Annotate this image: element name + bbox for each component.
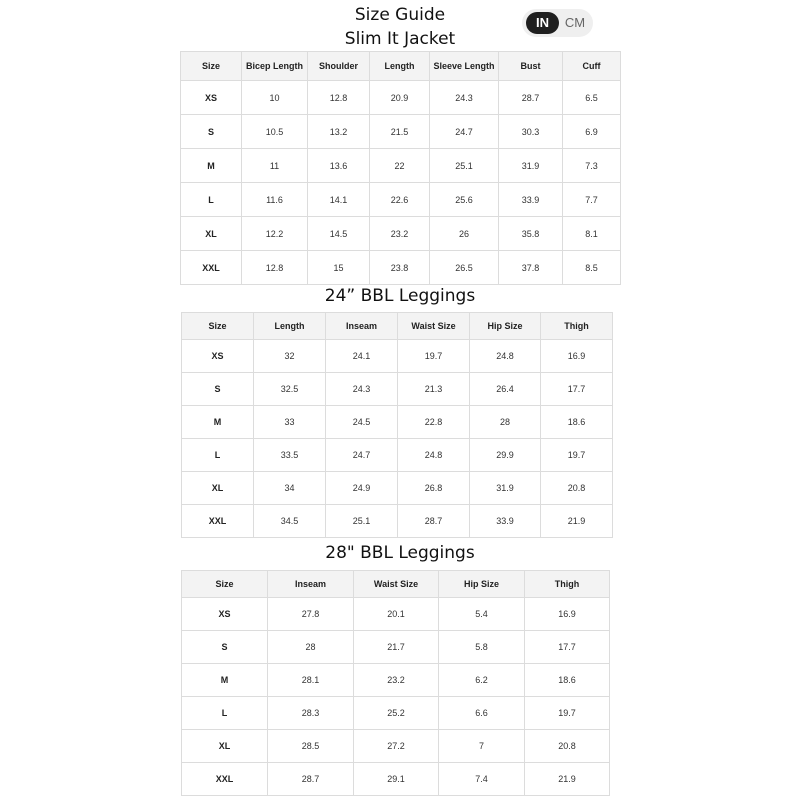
table-cell: 20.8: [541, 472, 613, 505]
size-cell: L: [182, 697, 268, 730]
table-cell: 8.1: [563, 217, 621, 251]
table-cell: 34.5: [254, 505, 326, 538]
size-cell: XL: [182, 730, 268, 763]
table-cell: 25.2: [354, 697, 439, 730]
table-cell: 16.9: [525, 598, 610, 631]
column-header: Hip Size: [470, 313, 541, 340]
size-cell: L: [182, 439, 254, 472]
table-row: [181, 81, 621, 115]
table-cell: 11: [242, 149, 308, 183]
size-cell: L: [181, 183, 242, 217]
table-cell: 33.9: [499, 183, 563, 217]
table-cell: 13.2: [308, 115, 370, 149]
table-cell: 24.7: [326, 439, 398, 472]
leggings-28-size-table: [181, 570, 610, 796]
table-cell: 30.3: [499, 115, 563, 149]
column-header: Sleeve Length: [430, 52, 499, 81]
table-cell: 13.6: [308, 149, 370, 183]
table-cell: 27.2: [354, 730, 439, 763]
table-cell: 28.1: [268, 664, 354, 697]
table-cell: 27.8: [268, 598, 354, 631]
page-title: Size Guide: [354, 5, 446, 25]
table-row: [182, 340, 613, 373]
column-header: Hip Size: [439, 571, 525, 598]
column-header: Waist Size: [398, 313, 470, 340]
jacket-size-table: [180, 51, 621, 285]
table-cell: 24.3: [326, 373, 398, 406]
table-cell: 21.9: [541, 505, 613, 538]
table-cell: 33.5: [254, 439, 326, 472]
table-row: [182, 373, 613, 406]
column-header: Bust: [499, 52, 563, 81]
table-cell: 24.5: [326, 406, 398, 439]
column-header: Waist Size: [354, 571, 439, 598]
column-header: Size: [181, 52, 242, 81]
table-cell: 19.7: [525, 697, 610, 730]
column-header: Length: [254, 313, 326, 340]
table-cell: 26.5: [430, 251, 499, 285]
table-cell: 24.3: [430, 81, 499, 115]
size-cell: XS: [182, 598, 268, 631]
table-row: [182, 697, 610, 730]
table-cell: 32: [254, 340, 326, 373]
size-cell: XS: [181, 81, 242, 115]
table-row: [181, 115, 621, 149]
size-cell: XL: [181, 217, 242, 251]
table-cell: 18.6: [525, 664, 610, 697]
table-cell: 26.4: [470, 373, 541, 406]
table-cell: 12.2: [242, 217, 308, 251]
table-cell: 28: [470, 406, 541, 439]
table-row: [182, 472, 613, 505]
table-cell: 6.6: [439, 697, 525, 730]
table-cell: 7.3: [563, 149, 621, 183]
table-row: [181, 217, 621, 251]
size-cell: XXL: [182, 763, 268, 796]
table-cell: 10: [242, 81, 308, 115]
table-cell: 24.1: [326, 340, 398, 373]
table-cell: 10.5: [242, 115, 308, 149]
table-cell: 29.1: [354, 763, 439, 796]
column-header: Thigh: [525, 571, 610, 598]
table-cell: 21.3: [398, 373, 470, 406]
table-cell: 28: [268, 631, 354, 664]
table-cell: 12.8: [308, 81, 370, 115]
table-row: [182, 505, 613, 538]
size-cell: XXL: [181, 251, 242, 285]
table-cell: 19.7: [541, 439, 613, 472]
table-cell: 37.8: [499, 251, 563, 285]
table-cell: 16.9: [541, 340, 613, 373]
table-cell: 33: [254, 406, 326, 439]
table-cell: 31.9: [499, 149, 563, 183]
table-cell: 34: [254, 472, 326, 505]
table-cell: 8.5: [563, 251, 621, 285]
column-header: Bicep Length: [242, 52, 308, 81]
column-header: Shoulder: [308, 52, 370, 81]
size-cell: XL: [182, 472, 254, 505]
table-cell: 28.7: [499, 81, 563, 115]
column-header: Inseam: [326, 313, 398, 340]
table-cell: 5.4: [439, 598, 525, 631]
table-cell: 17.7: [541, 373, 613, 406]
table-row: [181, 183, 621, 217]
size-cell: XXL: [182, 505, 254, 538]
table-cell: 5.8: [439, 631, 525, 664]
table-cell: 25.1: [326, 505, 398, 538]
table-row: [181, 149, 621, 183]
table-cell: 23.2: [354, 664, 439, 697]
table-cell: 24.8: [470, 340, 541, 373]
table-cell: 35.8: [499, 217, 563, 251]
table-row: [182, 406, 613, 439]
leggings-24-table-title: 24” BBL Leggings: [324, 286, 476, 306]
table-cell: 7.7: [563, 183, 621, 217]
column-header: Inseam: [268, 571, 354, 598]
table-cell: 20.1: [354, 598, 439, 631]
table-cell: 22.6: [370, 183, 430, 217]
column-header: Length: [370, 52, 430, 81]
table-cell: 12.8: [242, 251, 308, 285]
table-cell: 25.1: [430, 149, 499, 183]
table-cell: 24.8: [398, 439, 470, 472]
table-cell: 22.8: [398, 406, 470, 439]
table-cell: 7.4: [439, 763, 525, 796]
column-header: Thigh: [541, 313, 613, 340]
table-row: [182, 730, 610, 763]
table-cell: 21.5: [370, 115, 430, 149]
size-cell: M: [182, 664, 268, 697]
table-cell: 20.8: [525, 730, 610, 763]
table-cell: 24.9: [326, 472, 398, 505]
jacket-table-title: Slim It Jacket: [344, 29, 456, 49]
table-row: [182, 598, 610, 631]
table-cell: 28.3: [268, 697, 354, 730]
size-cell: S: [181, 115, 242, 149]
size-cell: S: [182, 373, 254, 406]
table-cell: 25.6: [430, 183, 499, 217]
table-cell: 22: [370, 149, 430, 183]
table-cell: 6.9: [563, 115, 621, 149]
table-row: [182, 763, 610, 796]
table-cell: 23.2: [370, 217, 430, 251]
table-cell: 31.9: [470, 472, 541, 505]
column-header: Cuff: [563, 52, 621, 81]
table-cell: 6.5: [563, 81, 621, 115]
table-cell: 18.6: [541, 406, 613, 439]
table-cell: 14.5: [308, 217, 370, 251]
size-cell: M: [181, 149, 242, 183]
table-cell: 29.9: [470, 439, 541, 472]
leggings-24-size-table: [181, 312, 613, 538]
table-cell: 26.8: [398, 472, 470, 505]
unit-option-cm[interactable]: CM: [564, 15, 586, 30]
table-cell: 33.9: [470, 505, 541, 538]
table-cell: 14.1: [308, 183, 370, 217]
table-cell: 6.2: [439, 664, 525, 697]
size-cell: S: [182, 631, 268, 664]
table-cell: 19.7: [398, 340, 470, 373]
table-cell: 11.6: [242, 183, 308, 217]
table-cell: 23.8: [370, 251, 430, 285]
table-row: [182, 439, 613, 472]
table-cell: 28.7: [268, 763, 354, 796]
size-cell: M: [182, 406, 254, 439]
table-cell: 21.9: [525, 763, 610, 796]
unit-option-in[interactable]: IN: [526, 12, 559, 34]
column-header: Size: [182, 571, 268, 598]
table-row: [182, 631, 610, 664]
table-cell: 21.7: [354, 631, 439, 664]
table-cell: 32.5: [254, 373, 326, 406]
column-header: Size: [182, 313, 254, 340]
table-row: [181, 251, 621, 285]
table-row: [182, 664, 610, 697]
table-cell: 24.7: [430, 115, 499, 149]
table-cell: 15: [308, 251, 370, 285]
table-cell: 28.7: [398, 505, 470, 538]
table-cell: 26: [430, 217, 499, 251]
table-cell: 7: [439, 730, 525, 763]
size-cell: XS: [182, 340, 254, 373]
table-cell: 17.7: [525, 631, 610, 664]
leggings-28-table-title: 28" BBL Leggings: [325, 543, 475, 563]
table-cell: 20.9: [370, 81, 430, 115]
table-cell: 28.5: [268, 730, 354, 763]
